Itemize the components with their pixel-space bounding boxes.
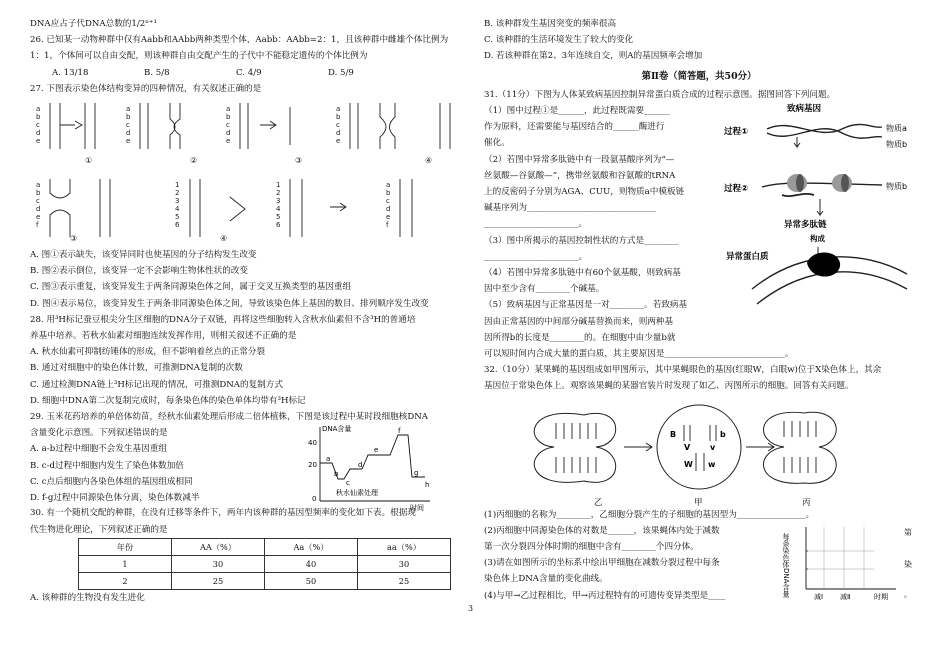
q27-option-b: B. 图②表示倒位，该变异一定不会影响生物体性状的改变	[30, 266, 249, 277]
svg-text:a: a	[36, 181, 41, 190]
q31-line: 因所得b的长度是________的。在细胞中由少量b就	[484, 332, 676, 343]
svg-text:6: 6	[175, 221, 180, 230]
q25-tail: DNA应占子代DNA总数的1/2ⁿ⁺¹	[30, 19, 157, 29]
right-column	[484, 0, 914, 604]
dna-per-chromosome-chart	[784, 523, 902, 603]
q32-question: (3)请在如图所示的坐标系中绘出甲细胞在减数分裂过程中每条	[484, 558, 720, 569]
q32-stem-2: 基因位于常染色体上。观察该果蝇的某器官装片时发现了如乙、丙图所示的细胞。回答有关问题。	[484, 381, 854, 392]
svg-text:d: d	[126, 129, 131, 138]
q27-stem: 27. 下图表示染色体结构变异的四种情况，有关叙述正确的是	[30, 83, 262, 94]
table-header: 年份	[79, 538, 172, 555]
fig-label-4: ④	[425, 156, 433, 166]
svg-text:e: e	[126, 137, 131, 146]
svg-text:b: b	[336, 113, 341, 122]
side-text: 染	[904, 559, 912, 569]
chart-segment-2: 减Ⅱ	[840, 592, 851, 601]
q28-line-2: 养基中培养。若秋水仙素对细胞连续发挥作用，则相关叙述不正确的是	[30, 331, 297, 342]
q26-stem-1: 26. 已知某一动物种群中仅有Aabb和AAbb两种类型个体，Aabb：AAbb=2：1，且该种群中雌雄个体比例为	[30, 35, 449, 46]
svg-text:e: e	[336, 137, 341, 146]
q30-line-2: 代生物进化理论，下列叙述正确的是	[30, 524, 168, 535]
q31-line: （1）图中过程①是______，此过程既需要______	[484, 106, 670, 117]
table-header-row	[79, 538, 451, 555]
svg-text:4: 4	[175, 205, 180, 214]
chart-segment-1: 减Ⅰ	[814, 592, 824, 601]
table-header: AA（%）	[172, 538, 265, 555]
fig-forms: 构成	[810, 234, 825, 244]
fig-label-6: ④	[220, 234, 228, 244]
svg-text:2: 2	[276, 189, 281, 198]
gene-v: v	[710, 442, 716, 452]
fig-label-3: ③	[295, 156, 303, 166]
svg-text:d: d	[36, 205, 41, 214]
q29-line-2: 含量变化示意图。下列叙述错误的是	[30, 428, 168, 439]
svg-text:1: 1	[276, 181, 281, 190]
table-header: Aa（%）	[265, 538, 358, 555]
q26-stem-2: 1：1，个体间可以自由交配，则该种群自由交配产生的子代中不能稳定遗传的个体比例为	[30, 51, 368, 62]
q31-line: ______________________。	[484, 251, 588, 262]
gene-W: W	[684, 459, 693, 469]
chart-annotation: 秋水仙素处理	[336, 489, 378, 498]
q29-option-b: B. c-d过程中细胞内发生了染色体数加倍	[30, 460, 184, 471]
q28-option-c: C. 通过检测DNA链上³H标记出现的情况，可推测DNA的复制方式	[30, 379, 283, 390]
svg-text:b: b	[36, 189, 41, 198]
q32-question: (4)与甲→乙过程相比，甲→丙过程特有的可遗传变异类型是____	[484, 590, 726, 601]
q30-option-b: B. 该种群发生基因突变的频率很高	[484, 19, 617, 29]
q31-line: 上的反密码子分别为AGA、CUU，则物质a中模板链	[484, 187, 685, 198]
svg-text:c: c	[126, 121, 130, 130]
q32-question: (2)丙细胞中同源染色体的对数是______，该果蝇体内处于减数	[484, 525, 720, 536]
svg-text:f: f	[36, 221, 39, 230]
svg-text:d: d	[36, 129, 41, 138]
svg-text:3: 3	[276, 197, 281, 206]
q32-question: 染色体上DNA含量的变化曲线。	[484, 574, 608, 585]
q32-question: (1)丙细胞的名称为________，乙细胞分裂产生的子细胞的基因型为________________。	[484, 509, 815, 520]
svg-text:c: c	[336, 121, 340, 130]
chart-point-e: e	[374, 446, 379, 455]
q31-line: 丝氨酸—谷氨酸—”，携带丝氨酸和谷氨酸的tRNA	[484, 170, 676, 181]
q31-block	[484, 103, 914, 362]
svg-text:c: c	[226, 121, 230, 130]
svg-text:5: 5	[175, 213, 180, 222]
chart-xlabel: 时间	[410, 504, 424, 513]
svg-text:1: 1	[175, 181, 180, 190]
svg-text:d: d	[336, 129, 341, 138]
svg-text:6: 6	[276, 221, 281, 230]
gene-b: b	[720, 429, 726, 439]
q27-option-d: D. 图④表示易位，该变异发生于两条非同源染色体之间，导致该染色体上基因的数目、排列顺序发生改变	[30, 298, 429, 309]
q27-option-c: C. 图③表示重复，该变异发生于两条同源染色体之间，属于交叉互换类型的基因重组	[30, 282, 352, 293]
chart-point-g: g	[414, 469, 419, 478]
svg-text:e: e	[36, 137, 41, 146]
fig-title: 致病基因	[787, 104, 822, 115]
svg-text:f: f	[386, 221, 389, 230]
svg-text:e: e	[36, 213, 41, 222]
chart-point-f: f	[398, 427, 401, 436]
svg-text:b: b	[226, 113, 231, 122]
q30-option-a: A. 该种群的生物没有发生进化	[30, 593, 145, 604]
svg-text:5: 5	[276, 213, 281, 222]
svg-text:3: 3	[175, 197, 180, 206]
gene-B: B	[670, 429, 677, 439]
fig-label-1: ①	[85, 156, 93, 166]
q31-line: 碱基序列为______________________________	[484, 203, 656, 214]
svg-text:b: b	[126, 113, 131, 122]
chart-point-c: c	[346, 479, 350, 488]
table-header: aa（%）	[358, 538, 451, 555]
svg-text:c: c	[386, 197, 390, 206]
q31-line: 催化。	[484, 138, 510, 149]
q26-option-b: B. 5/8	[144, 67, 170, 78]
svg-text:a: a	[386, 181, 391, 190]
svg-text:c: c	[36, 121, 40, 130]
fig-material-a: 物质a	[886, 124, 907, 134]
svg-text:a: a	[226, 105, 231, 114]
fig-process-2: 过程②	[724, 184, 749, 195]
q28-option-d: D. 细胞中DNA第二次复制完成时，每条染色体的染色单体均带有³H标记	[30, 395, 306, 406]
q26-options	[30, 65, 470, 81]
side-text: 。	[904, 589, 912, 599]
fig-label-5: ③	[70, 234, 78, 244]
q30-option-d: D. 若该种群在第2、3年连续自交，则A的基因频率会增加	[484, 51, 703, 62]
fig-label-2: ②	[190, 156, 198, 166]
q32-questions	[484, 507, 914, 604]
table-row	[79, 573, 451, 590]
fig-process-1: 过程①	[724, 127, 749, 138]
genotype-frequency-table	[78, 538, 451, 591]
chart-ytick-0: 0	[312, 495, 317, 504]
chart-point-d: d	[358, 461, 363, 470]
q31-line: （5）致病基因与正常基因是一对________。若致病基	[484, 300, 688, 311]
q29-option-c: C. c点后细胞内各染色体组的基因组成相同	[30, 476, 193, 487]
table-cell: 30	[358, 556, 451, 573]
svg-text:e: e	[386, 213, 391, 222]
q29-option-d: D. f-g过程中同源染色体分离，染色体数减半	[30, 493, 200, 504]
cell-label-jia: 甲	[694, 497, 703, 508]
q26-option-c: C. 4/9	[236, 67, 262, 78]
svg-text:4: 4	[276, 205, 281, 214]
svg-text:a: a	[126, 105, 131, 114]
chart-ytick-20: 20	[308, 461, 317, 470]
q26-option-d: D. 5/9	[328, 67, 354, 78]
svg-text:d: d	[226, 129, 231, 138]
fig-material-b: 物质b	[886, 140, 908, 150]
chart-xlabel: 时期	[874, 592, 888, 601]
chart-ylabel: 每条染色体DNA含量	[782, 532, 790, 598]
q31-line: 因由正常基因的中间部分碱基替换而来，则两种基	[484, 316, 674, 327]
q31-stem: 31.（11分）下图为人体某致病基因控制异常蛋白质合成的过程示意图。据图回答下列问题。	[484, 89, 836, 100]
table-cell: 25	[358, 573, 451, 590]
chart-ytick-40: 40	[308, 439, 317, 448]
fly-cells-diagram	[484, 395, 914, 507]
left-column	[30, 0, 470, 607]
section-title: 第Ⅱ卷（简答题，共50分）	[641, 70, 757, 82]
q31-line: 可以短时间内合成大量的蛋白质，其主要原因是____________________________。	[484, 349, 794, 360]
q28-option-a: A. 秋水仙素可抑制纺锤体的形成，但不影响着丝点的正常分裂	[30, 347, 266, 358]
q29-option-a: A. a-b过程中细胞不会发生基因重组	[30, 444, 167, 455]
table-cell: 2	[79, 573, 172, 590]
chart-point-h: h	[425, 481, 430, 490]
q31-line: （4）若图中异常多肽链中有60个氨基酸，则致病基	[484, 268, 681, 279]
svg-text:b: b	[386, 189, 391, 198]
chart-point-a: a	[326, 455, 331, 464]
side-text: 第	[904, 527, 912, 537]
q32-question: 第一次分裂四分体时期的细胞中含有________个四分体。	[484, 542, 699, 553]
q30-option-c: C. 该种群的生活环境发生了较大的变化	[484, 35, 634, 46]
q27-option-a: A. 图①表示缺失，该变异同时也使基因的分子结构发生改变	[30, 250, 257, 261]
fig-chain: 异常多肽链	[784, 220, 827, 231]
chart-point-b: b	[334, 470, 339, 479]
fig-protein: 异常蛋白质	[726, 252, 769, 263]
table-row	[79, 556, 451, 573]
cell-label-bing: 丙	[802, 497, 811, 508]
svg-text:a: a	[36, 105, 41, 114]
table-cell: 40	[265, 556, 358, 573]
table-cell: 1	[79, 556, 172, 573]
table-cell: 50	[265, 573, 358, 590]
table-cell: 25	[172, 573, 265, 590]
q26-option-a: A. 13/18	[52, 67, 89, 78]
q32-cells-figure	[484, 395, 914, 507]
page-number: 3	[468, 604, 474, 613]
svg-text:e: e	[226, 137, 231, 146]
q28-line-1: 28. 用³H标记蚕豆根尖分生区细胞的DNA分子双链，再将这些细胞转入含秋水仙素但不含³H的普通培	[30, 314, 416, 325]
cell-label-yi: 乙	[594, 497, 603, 508]
gene-expression-diagram	[722, 99, 912, 314]
q27-figure	[30, 97, 470, 247]
gene-w: w	[708, 459, 716, 469]
q30-line-1: 30. 有一个随机交配的种群，在没有迁移等条件下，两年内该种群的基因型频率的变化如下表。根据现	[30, 508, 416, 519]
q29-line-1: 29. 玉米花药培养的单倍体幼苗，经秋水仙素处理后形成二倍体植株，下图是该过程中某时段细胞核DNA	[30, 412, 428, 423]
svg-text:c: c	[36, 197, 40, 206]
svg-text:b: b	[36, 113, 41, 122]
table-cell: 30	[172, 556, 265, 573]
q31-line: 因中至少含有________个碱基。	[484, 284, 605, 295]
q32-stem-1: 32.（10分）某果蝇的基因组成如甲图所示，其中果蝇眼色的基因(红眼W，白眼w)位于X染色体上，其余	[484, 365, 882, 376]
svg-text:d: d	[386, 205, 391, 214]
svg-text:2: 2	[175, 189, 180, 198]
q31-line: （3）图中所揭示的基因控制性状的方式是________	[484, 235, 679, 246]
chart-ylabel: DNA含量	[322, 425, 352, 434]
chromosome-variation-diagram	[30, 97, 470, 247]
svg-text:a: a	[336, 105, 341, 114]
dna-content-chart	[290, 421, 440, 511]
q31-line: （2）若图中异常多肽链中有一段氨基酸序列为“—	[484, 154, 675, 165]
q28-option-b: B. 通过对细胞中的染色体计数，可推测DNA复制的次数	[30, 363, 243, 374]
q31-line: ______________________。	[484, 219, 588, 230]
gene-V: V	[684, 442, 691, 452]
q31-line: 作为原料，还需要能与基因结合的______酶进行	[484, 122, 665, 133]
fig-material-b: 物质b	[886, 182, 908, 192]
